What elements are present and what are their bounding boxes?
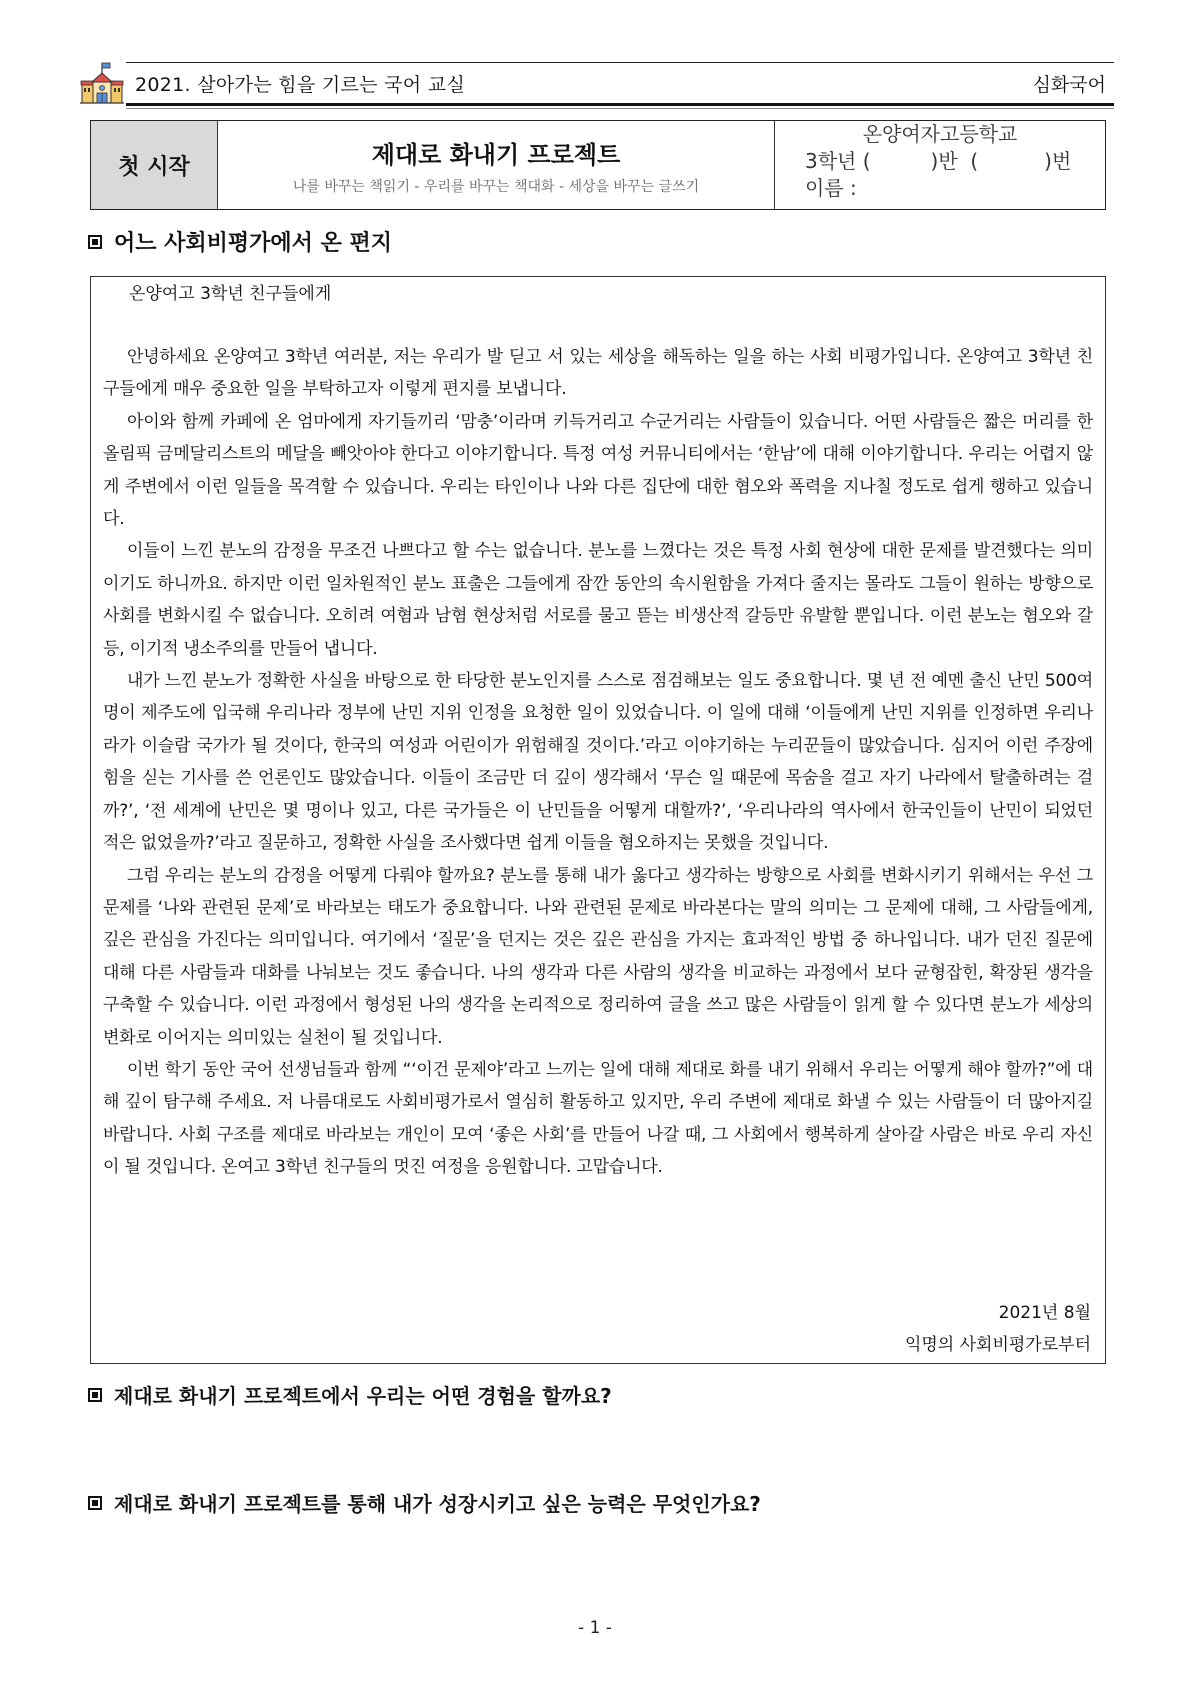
number-blank[interactable] <box>978 148 1044 175</box>
header-title: 2021. 살아가는 힘을 기르는 국어 교실 <box>135 74 466 96</box>
square-bullet-icon <box>88 1496 102 1510</box>
square-bullet-icon <box>88 235 102 249</box>
title-cell <box>218 121 775 209</box>
letter-date: 2021년 8월 <box>998 1303 1091 1323</box>
letter-paragraph: 이번 학기 동안 국어 선생님들과 함께 “‘이건 문제야’라고 느끼는 일에 대해 제대로 화를 내기 위해서 우리는 어떻게 해야 할까?”에 대해 깊이 탐구해 주세요. 저 나름대로도 사회비평가로서 열심히 활동하고 있지만, 우리 주변에 제대로 화낼 수 있는 사람들이 더 많아지길 바랍니다. 사회 구조를 제대로 바라보는 개인이 모여 ‘좋은 사회’를 만들어 나갈 때, 그 사회에서 행복하게 살아갈 사람은 바로 우리 자신이 될 것입니다. 온여고 3학년 친구들의 멋진 여정을 응원합니다. 고맙습니다. <box>103 1059 1094 1178</box>
school-building-icon <box>80 60 124 106</box>
page-subtitle: 나를 바꾸는 책읽기 - 우리를 바꾸는 책대화 - 세상을 바꾸는 글쓰기 <box>292 178 700 195</box>
number-label: )번 <box>1044 149 1072 173</box>
letter-paragraph: 이들이 느낀 분노의 감정을 무조건 나쁘다고 할 수는 없습니다. 분노를 느꼈다는 것은 특정 사회 현상에 대한 문제를 발견했다는 의미이기도 하니까요. 하지만 이런 일차원적인 분노 표출은 그들에게 잠깐 동안의 속시원함을 가져다 줄지는 몰라도 그들이 원하는 방향으로 사회를 변화시킬 수 없습니다. 오히려 여혐과 남혐 현상처럼 서로를 물고 뜯는 비생산적 갈등만 유발할 뿐입니다. 이런 분노는 혐오와 갈등, 이기적 냉소주의를 만들어 냅니다. <box>103 541 1093 659</box>
student-info-cell <box>775 121 1105 209</box>
letter-body <box>103 341 1093 1184</box>
header-top-rule <box>126 62 1114 63</box>
letter-paragraph: 안녕하세요 온양여고 3학년 여러분, 저는 우리가 발 딛고 서 있는 세상을 해독하는 일을 하는 사회 비평가입니다. 온양여고 3학년 친구들에게 매우 중요한 일을 부탁하고자 이렇게 편지를 보냅니다. <box>103 347 1093 400</box>
square-bullet-icon <box>88 1388 102 1402</box>
school-name: 온양여자고등학교 <box>862 122 1018 146</box>
section-heading-text: 제대로 화내기 프로젝트를 통해 내가 성장시키고 싶은 능력은 무엇인가요? <box>114 1492 761 1516</box>
section-heading-ability <box>88 1488 761 1517</box>
page-title: 제대로 화내기 프로젝트 <box>371 140 621 169</box>
header-bottom-rule <box>126 103 1114 106</box>
letter-signature: 익명의 사회비평가로부터 <box>904 1335 1091 1355</box>
page-header <box>78 58 1114 108</box>
name-line <box>805 175 1105 202</box>
stage-label: 첫 시작 <box>91 121 218 209</box>
name-label: 이름 : <box>805 176 857 200</box>
section-heading-text: 제대로 화내기 프로젝트에서 우리는 어떤 경험을 할까요? <box>114 1384 612 1408</box>
section-heading-letter <box>88 226 392 257</box>
letter-box <box>90 276 1106 1364</box>
header-subject: 심화국어 <box>1032 74 1106 96</box>
letter-paragraph: 내가 느낀 분노가 정확한 사실을 바탕으로 한 타당한 분노인지를 스스로 점검해보는 일도 중요합니다. 몇 년 전 예멘 출신 난민 500여명이 제주도에 입국해 우리나라 정부에 난민 지위 인정을 요청한 일이 있었습니다. 이 일에 대해 ‘이들에게 난민 지위를 인정하면 우리나라가 이슬람 국가가 될 것이다, 한국의 여성과 어린이가 위험해질 것이다.’라고 이야기하는 누리꾼들이 많았습니다. 심지어 이런 주장에 힘을 싣는 기사를 쓴 언론인도 많았습니다. 이들이 조금만 더 깊이 생각해서 ‘무슨 일 때문에 목숨을 걸고 자기 나라에서 탈출하려는 걸까?’, ‘전 세계에 난민은 몇 명이나 있고, 다른 국가들은 이 난민들을 어떻게 대할까?’, ‘우리나라의 역사에서 한국인들이 난민이 되었던 적은 없었을까?’라고 질문하고, 정확한 사실을 조사했다면 쉽게 이들을 혐오하지는 못했을 것입니다. <box>103 671 1094 854</box>
class-label: )반 ( <box>930 149 979 173</box>
section-heading-experience <box>88 1380 612 1409</box>
class-blank[interactable] <box>871 148 931 175</box>
grade-label: 3학년 ( <box>805 149 871 173</box>
section-heading-text: 어느 사회비평가에서 온 편지 <box>114 231 393 256</box>
letter-paragraph: 아이와 함께 카페에 온 엄마에게 자기들끼리 ‘맘충’이라며 키득거리고 수군거리는 사람들이 있습니다. 어떤 사람들은 짧은 머리를 한 올림픽 금메달리스트의 메달을 빼앗아야 한다고 이야기합니다. 특정 여성 커뮤니티에서는 ‘한남’에 대해 이야기합니다. 우리는 어렵지 않게 주변에서 이런 일들을 목격할 수 있습니다. 우리는 타인이나 나와 다른 집단에 대한 혐오와 폭력을 지나칠 정도로 쉽게 행하고 있습니다. <box>103 411 1093 530</box>
letter-signature-block <box>905 1297 1091 1361</box>
letter-paragraph: 그럼 우리는 분노의 감정을 어떻게 다뤄야 할까요? 분노를 통해 내가 옳다고 생각하는 방향으로 사회를 변화시키기 위해서는 우선 그 문제를 ‘나와 관련된 문제’로 바라보는 태도가 중요합니다. 나와 관련된 문제로 바라본다는 말의 의미는 그 문제에 대해, 그 사람들에게, 깊은 관심을 가진다는 의미입니다. 여기에서 ‘질문’을 던지는 것은 깊은 관심을 가지는 효과적인 방법 중 하나입니다. 내가 던진 질문에 대해 다른 사람들과 대화를 나눠보는 것도 좋습니다. 나의 생각과 다른 사람의 생각을 비교하는 과정에서 보다 균형잡힌, 확장된 생각을 구축할 수 있습니다. 이런 과정에서 형성된 나의 생각을 논리적으로 정리하여 글을 쓰고 많은 사람들이 읽게 할 수 있다면 분노가 세상의 변화로 이어지는 의미있는 실천이 될 것입니다. <box>103 865 1094 1048</box>
page-number: - 1 - <box>578 1618 612 1638</box>
header-bottom-rule-thin <box>126 108 1114 109</box>
title-table <box>90 120 1106 210</box>
class-number-line <box>805 148 1105 175</box>
letter-greeting: 온양여고 3학년 친구들에게 <box>129 284 332 304</box>
